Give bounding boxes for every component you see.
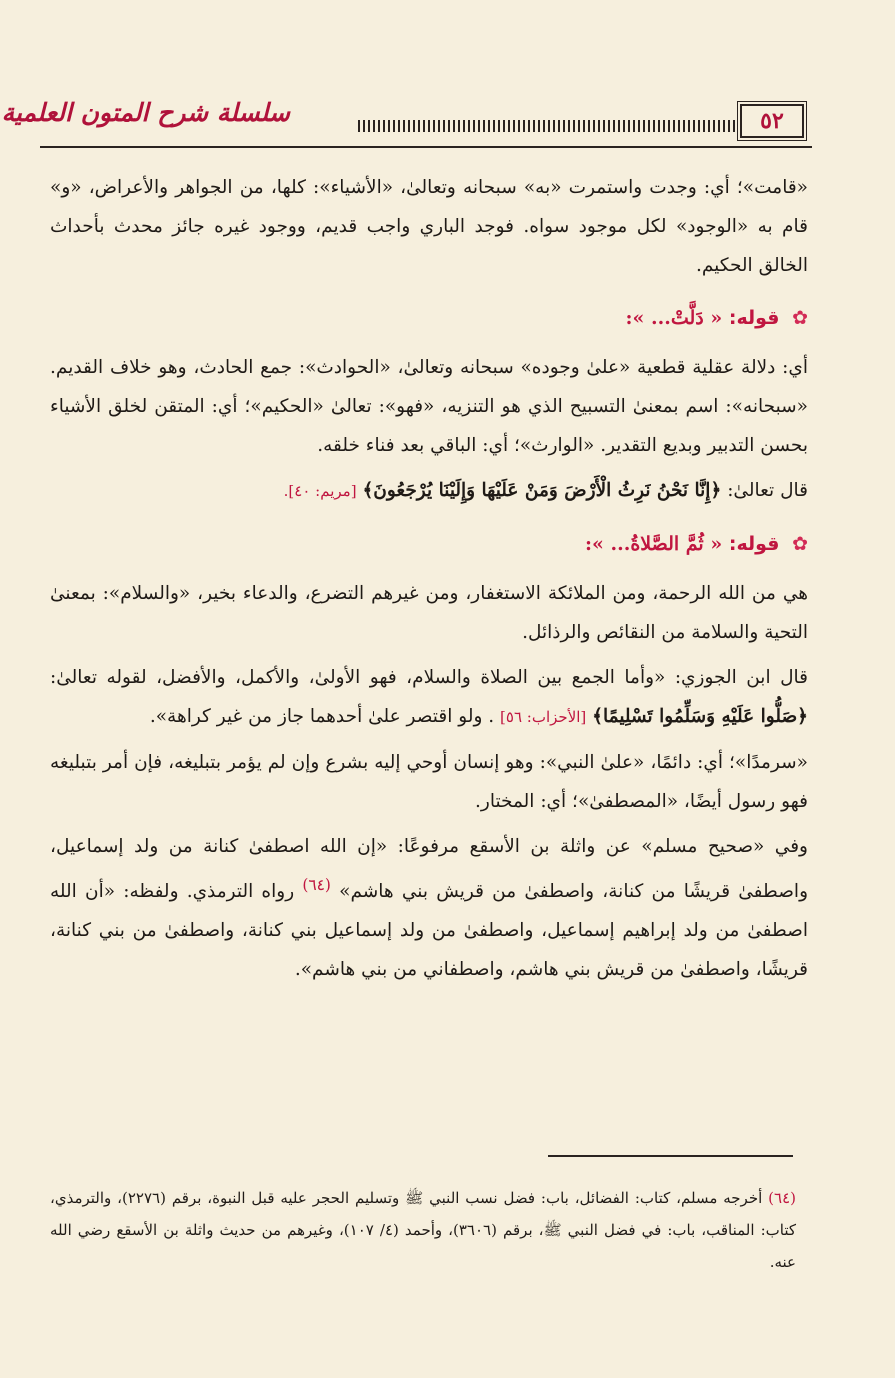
section-heading [50,525,808,564]
footnote [50,1182,796,1278]
paragraph: أي: دلالة عقلية قطعية «علىٰ وجوده» سبحانه وتعالىٰ، «الحوادث»: جمع الحادث، وهو خلاف القديم. «سبحانه»: اسم بمعنىٰ التسبيح الذي هو التنزيه، «فهو»: تعالىٰ «الحكيم»؛ أي: المتقن لخلق الأشياء بحسن التدبير وبديع التقدير. «الوارث»؛ أي: الباقي بعد فناء خلقه. [50,357,808,456]
header-ornament-bar [358,120,736,132]
heading-quote: « ثُمَّ الصَّلاةُ... »: [584,533,723,555]
footnote-number: (٦٤) [768,1189,796,1207]
quran-verse: ﴿إِنَّا نَحْنُ نَرِثُ الْأَرْضَ وَمَنْ عَلَيْهَا وَإِلَيْنَا يُرْجَعُونَ﴾ [362,480,722,501]
paragraph [50,471,808,511]
series-title: سلسلة شرح المتون العلمية [1,98,290,127]
page-header [1,98,855,148]
section-heading [50,299,808,338]
verse-reference: [الأحزاب: ٥٦] [500,708,587,726]
header-rule [40,146,812,148]
page-number: ٥٢ [740,104,804,138]
paragraph: «قامت»؛ أي: وجدت واستمرت «به» سبحانه وتعالىٰ، «الأشياء»: كلها، من الجواهر والأعراض، «و» قام به «الوجود» لكل موجود سواه. فوجد الباري واجب قديم، ووجود غيره جائز محدث بأحداث الخالق الحكيم. [50,177,808,276]
verse-reference: [مريم: ٤٠]. [283,482,357,500]
flower-icon: ✿ [792,307,808,329]
verse-intro: قال تعالىٰ: [727,480,808,501]
text-run: قال ابن الجوزي: «وأما الجمع بين الصلاة والسلام، فهو الأولىٰ، والأكمل، والأفضل، لقوله تعالىٰ: [50,667,808,688]
text-run: . ولو اقتصر علىٰ أحدهما جاز من غير كراهة». [149,706,495,727]
heading-label: قوله: [728,533,780,555]
footnote-rule [548,1155,793,1157]
flower-icon: ✿ [792,533,808,555]
heading-quote: « دَلَّتْ... »: [625,307,723,329]
quran-verse: ﴿صَلُّوا عَلَيْهِ وَسَلِّمُوا تَسْلِيمًا﴾ [592,706,808,727]
paragraph [50,827,808,989]
heading-label: قوله: [728,307,780,329]
paragraph [50,658,808,737]
footnote-marker: (٦٤) [302,876,331,894]
text-run: وفي «صحيح مسلم» عن واثلة بن الأسقع مرفوعًا: «إن الله اصطفىٰ كنانة من ولد إسماعيل، واصطفىٰ قريشًا من كنانة، واصطفىٰ من قريش بني هاشم» [50,836,808,903]
paragraph: هي من الله الرحمة، ومن الملائكة الاستغفار، ومن غيرهم التضرع، والدعاء بخير، «والسلام»: بمعنىٰ التحية والسلامة من النقائص والرذائل. [50,583,808,643]
footnote-text: أخرجه مسلم، كتاب: الفضائل، باب: فضل نسب النبي ﷺ وتسليم الحجر عليه قبل النبوة، برقم (٢٢٧٦)، والترمذي، كتاب: المناقب، باب: في فضل النبي ﷺ، برقم (٣٦٠٦)، وأحمد (٤/ ١٠٧)، وغيرهم من حديث واثلة بن الأسقع رضي الله عنه. [50,1189,796,1271]
text-run: رواه الترمذي. ولفظه: «أن الله اصطفىٰ من ولد إبراهيم إسماعيل، واصطفىٰ من ولد إسماعيل بني كنانة، واصطفىٰ من بني كنانة، قريشًا، واصطفىٰ من قريش بني هاشم، واصطفاني من بني هاشم». [50,881,808,981]
main-text [50,168,808,995]
paragraph: «سرمدًا»؛ أي: دائمًا، «علىٰ النبي»: وهو إنسان أوحي إليه بشرع وإن لم يؤمر بتبليغه، فإن أمر بتبليغه فهو رسول أيضًا، «المصطفىٰ»؛ أي: المختار. [50,752,808,812]
